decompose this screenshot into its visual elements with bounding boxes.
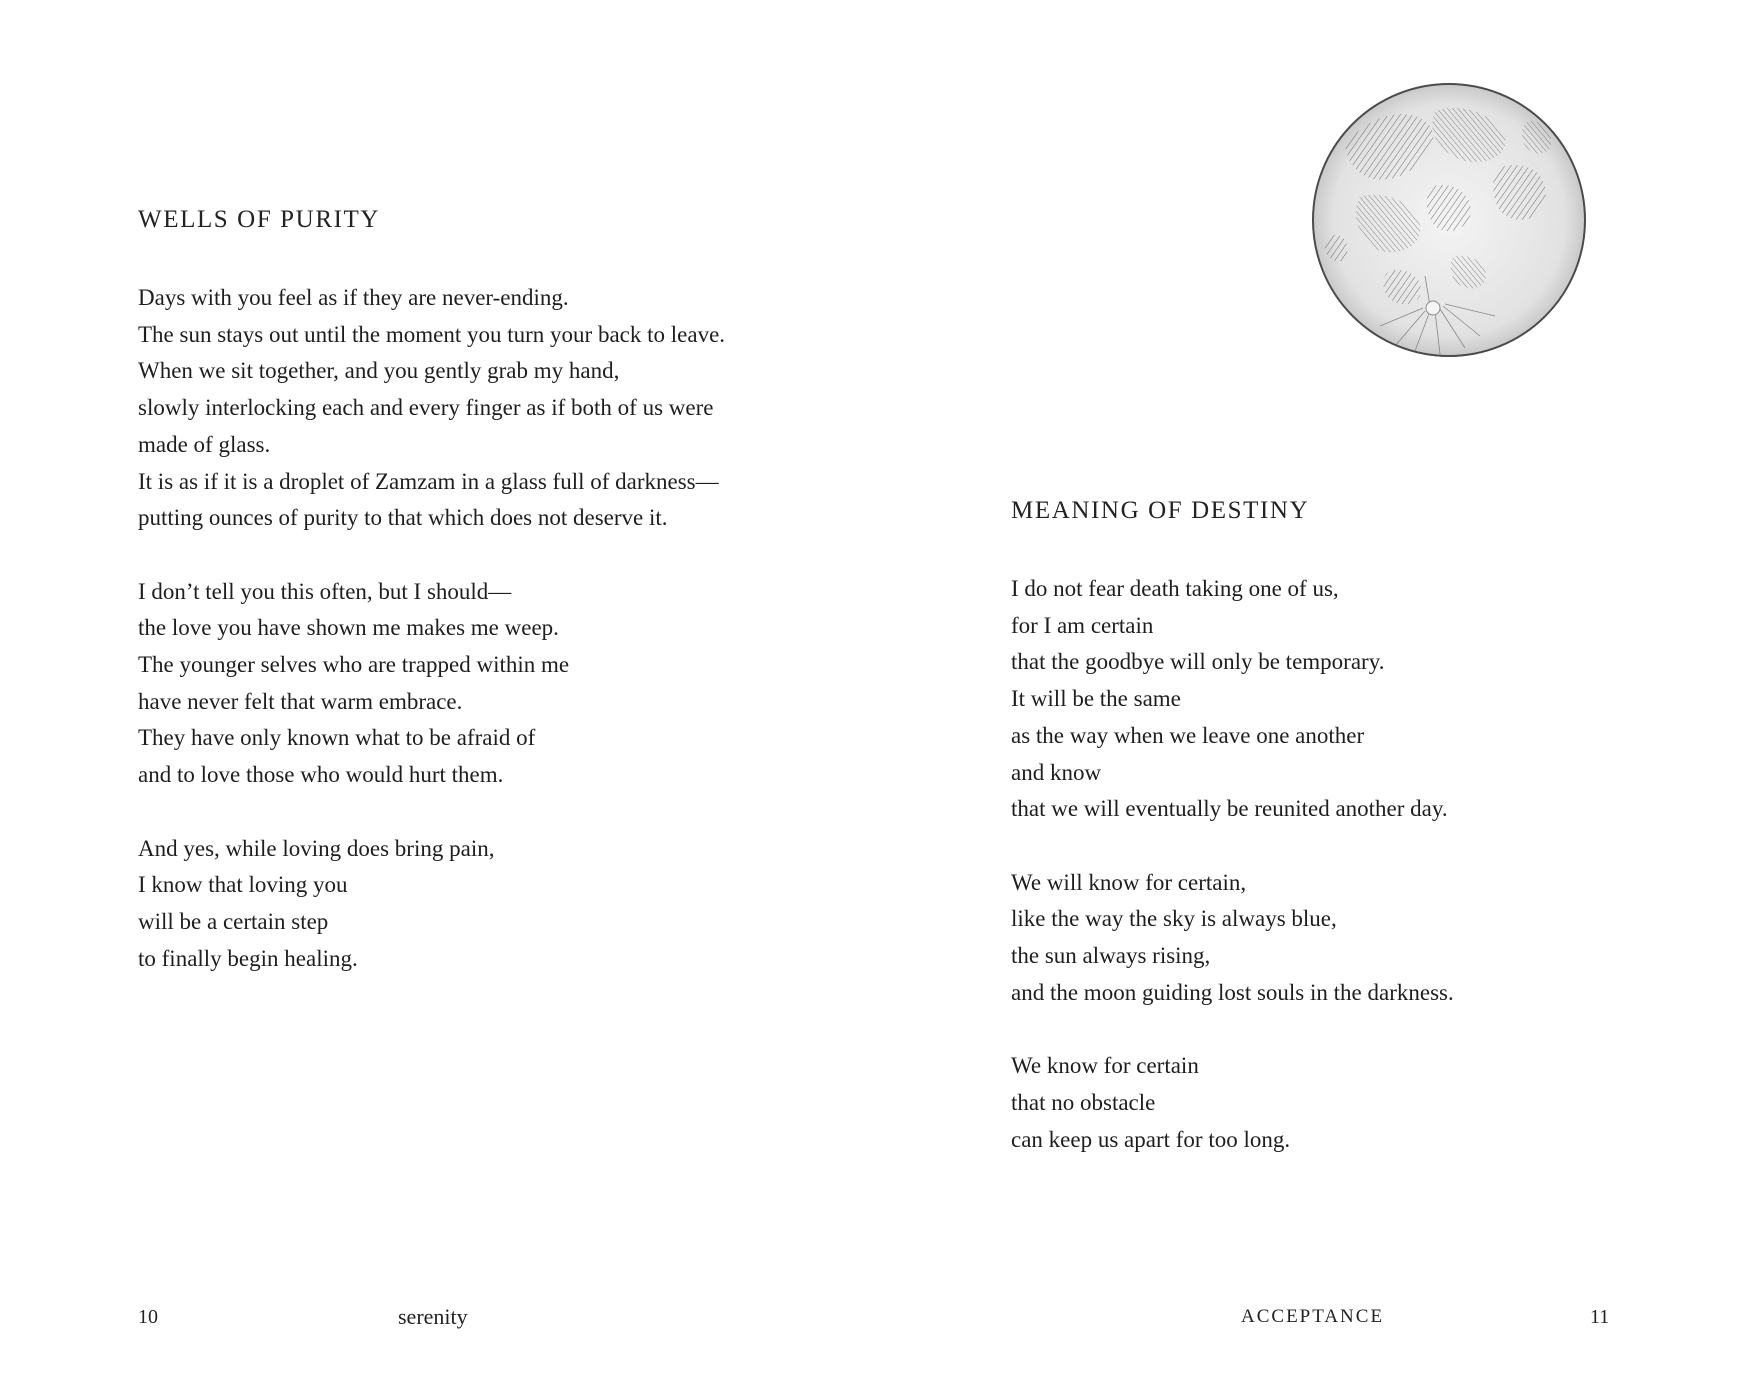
stanza — [138, 574, 725, 794]
right-page — [870, 0, 1741, 1396]
poem-line: like the way the sky is always blue, — [1011, 906, 1337, 932]
left-page — [0, 0, 870, 1396]
stanza — [138, 831, 725, 978]
poem-line: and to love those who would hurt them. — [138, 762, 504, 788]
stanza — [1011, 865, 1454, 1012]
poem-line: The sun stays out until the moment you turn your back to leave. — [138, 321, 726, 347]
page-number-left: 10 — [138, 1306, 158, 1328]
poem-title-meaning-of-destiny: MEANING OF DESTINY — [1011, 497, 1310, 524]
poem-line: putting ounces of purity to that which does not deserve it. — [138, 505, 668, 531]
poem-line: I know that loving you — [138, 872, 348, 898]
poem-line: When we sit together, and you gently grab my hand, — [138, 358, 620, 384]
poem-line: can keep us apart for too long. — [1011, 1126, 1291, 1152]
running-head-left: serenity — [398, 1304, 468, 1329]
poem-line: It will be the same — [1011, 686, 1181, 712]
stanza — [138, 280, 725, 537]
poem-line: and know — [1011, 759, 1102, 785]
poem-line: And yes, while loving does bring pain, — [138, 835, 495, 861]
stanza — [1011, 571, 1454, 828]
poem-line: I don’t tell you this often, but I should— — [138, 578, 512, 604]
poem-line: slowly interlocking each and every finger as if both of us were — [138, 395, 714, 421]
poem-line: We will know for certain, — [1011, 869, 1247, 895]
poem-line: to finally begin healing. — [138, 945, 358, 971]
poem-line: I do not fear death taking one of us, — [1011, 576, 1339, 601]
page-number-right: 11 — [1590, 1306, 1610, 1328]
poem-line: that we will eventually be reunited another day. — [1011, 796, 1448, 822]
moon-illustration-icon — [1305, 76, 1593, 364]
poem-line: the love you have shown me makes me weep. — [138, 615, 559, 641]
poem-line: as the way when we leave one another — [1011, 722, 1365, 748]
poem-title-wells-of-purity: WELLS OF PURITY — [138, 206, 381, 233]
poem-line: that the goodbye will only be temporary. — [1011, 649, 1385, 675]
poem-line: We know for certain — [1011, 1053, 1199, 1079]
stanza — [1011, 1048, 1454, 1158]
poem-line: will be a certain step — [138, 908, 329, 934]
poem-line: for I am certain — [1011, 612, 1154, 638]
poem-line: the sun always rising, — [1011, 943, 1211, 969]
poem-line: that no obstacle — [1011, 1089, 1156, 1115]
poem-line: It is as if it is a droplet of Zamzam in a glass full of darkness— — [138, 468, 719, 494]
poem-body-meaning-of-destiny — [1011, 571, 1454, 1158]
poem-line: Days with you feel as if they are never-ending. — [138, 285, 569, 310]
running-head-right: ACCEPTANCE — [1241, 1306, 1385, 1327]
poem-body-wells-of-purity — [138, 280, 725, 977]
poem-line: and the moon guiding lost souls in the darkness. — [1011, 979, 1454, 1005]
poem-line: The younger selves who are trapped within me — [138, 652, 570, 678]
poem-line: made of glass. — [138, 431, 271, 457]
poem-line: have never felt that warm embrace. — [138, 688, 463, 714]
poem-line: They have only known what to be afraid of — [138, 725, 536, 751]
